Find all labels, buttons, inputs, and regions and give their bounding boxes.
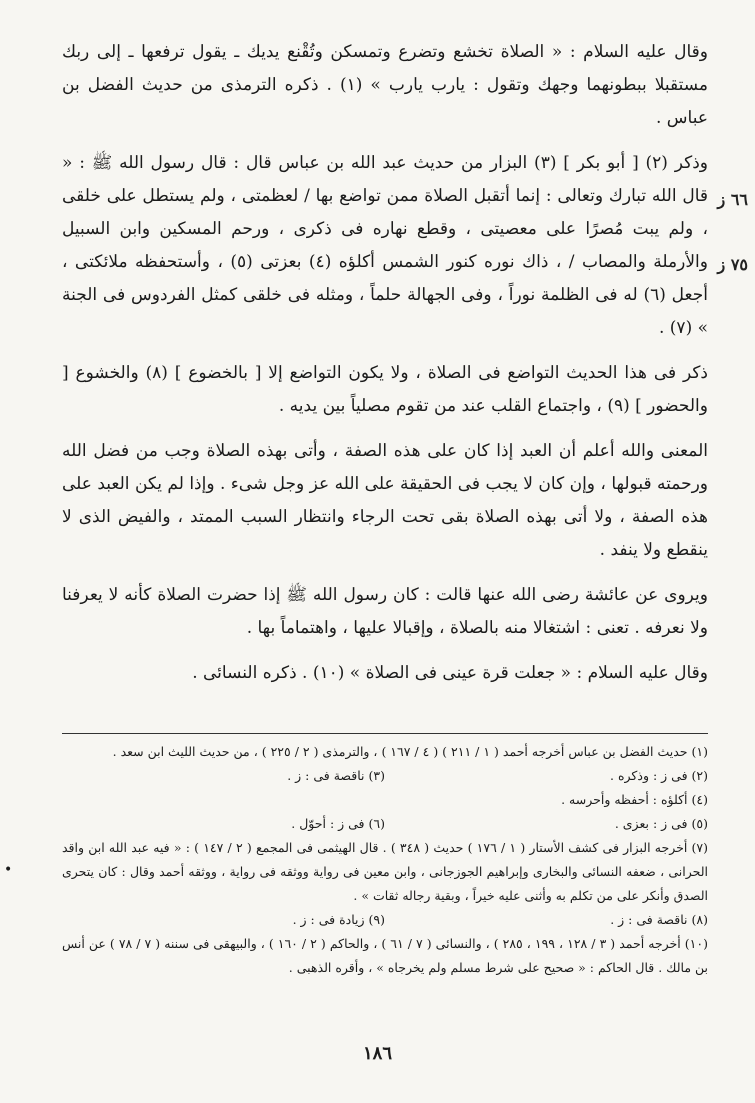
paragraph-6: وقال عليه السلام : « جعلت قرة عينى فى الصلاة » (١٠) . ذكره النسائى . bbox=[192, 663, 708, 683]
footnote-7: (٧) أخرجه البزار فى كشف الأستار ( ١ / ١٧٦ ) حديث ( ٣٤٨ ) . قال الهيثمى فى المجمع ( ٢ / ١٤٧ ) : « فيه عبد الله ابن واقد الحرانى ، ضعفه النسائى والبخارى وإبراهيم الجوزجانى ، وابن معين فى رواية ووثقه فى رواية ، ووثقه أحمد وقال : كان يتحرى الصدق وأنكر على من تكلم به وأثنى عليه خيراً ، وبقية رجاله ثقات » . bbox=[62, 840, 708, 903]
paragraph-5: ويروى عن عائشة رضى الله عنها قالت : كان رسول الله ﷺ إذا حضرت الصلاة كأنه لا يعرفنا ولا نعرفه . تعنى : اشتغالا منه بالصلاة ، وإقبالا عليها ، واهتماماً بها . bbox=[62, 585, 708, 638]
main-text bbox=[62, 36, 708, 702]
paragraph-4: المعنى والله أعلم أن العبد إذا كان على هذه الصفة ، وأتى بهذه الصلاة وجب من فضل الله ورحمته قبولها ، وإن كان لا يجب فى الحقيقة على الله عز وجل شىء . وإذا لم يكن العبد على هذه الصفة ، ولا أتى بهذه الصلاة بقى تحت الرجاء وانتظار السبب الممتد ، والفيض الذى لا ينقطع ولا ينفد . bbox=[62, 441, 708, 560]
footnotes bbox=[62, 740, 708, 980]
margin-note-75: ٧٥ ز bbox=[717, 255, 748, 274]
footnote-separator bbox=[62, 733, 708, 734]
footnote-5: (٥) فى ز : بعزى . bbox=[614, 816, 708, 831]
footnote-2: (٢) فى ز : وذكره . bbox=[610, 768, 708, 783]
footnote-row-8-9 bbox=[62, 908, 708, 932]
footnote-4: (٤) أكلؤه : أحفظه وأحرسه . bbox=[561, 792, 708, 807]
paragraph-1: وقال عليه السلام : « الصلاة تخشع وتضرع وتمسكن وتُقْنع يديك ـ يقول ترفعها ـ إلى ربك مستقبلا ببطونهما وجهك وتقول : يارب يارب » (١) . ذكره الترمذى من حديث الفضل بن عباس . bbox=[62, 42, 708, 128]
margin-note-66: ٦٦ ز bbox=[717, 190, 748, 209]
paragraph-3: ذكر فى هذا الحديث التواضع فى الصلاة ، ولا يكون التواضع إلا [ بالخضوع ] (٨) والخشوع [ والحضور ] (٩) ، واجتماع القلب عند من تقوم مصلياً بين يديه . bbox=[62, 363, 709, 416]
footnote-6: (٦) فى ز : أحوّل . bbox=[291, 816, 385, 831]
footnote-3: (٣) ناقصة فى : ز . bbox=[287, 768, 385, 783]
footnote-10: (١٠) أخرجه أحمد ( ٣ / ١٢٨ ، ١٩٩ ، ٢٨٥ ) ، والنسائى ( ٧ / ٦١ ) ، والحاكم ( ٢ / ١٦٠ ) ، والبيهقى فى سننه ( ٧ / ٧٨ ) عن أنس بن مالك . قال الحاكم : « صحيح على شرط مسلم ولم يخرجاه » ، وأقره الذهبى . bbox=[62, 936, 708, 975]
paragraph-2: وذكر (٢) [ أبو بكر ] (٣) البزار من حديث عبد الله بن عباس قال : قال رسول الله ﷺ : « قال الله تبارك وتعالى : إنما أتقبل الصلاة ممن تواضع بها / لعظمتى ، ولم يستطل على خلقى ، ولم يبت مُصرًا على معصيتى ، وقطع نهاره فى ذكرى ، ورحم المسكين وابن السبيل والأرملة والمصاب / ، ذاك نوره كنور الشمس أكلؤه (٤) بعزتى (٥) ، وأستحفظه ملائكتى ، أجعل (٦) له فى الظلمة نوراً ، وفى الجهالة حلماً ، ومثله فى خلقى كمثل الفردوس فى الجنة » (٧) . bbox=[62, 153, 708, 338]
page-number: ١٨٦ bbox=[362, 1043, 392, 1064]
footnote-row-4 bbox=[62, 788, 708, 812]
footnote-9: (٩) زيادة فى : ز . bbox=[292, 912, 385, 927]
footnote-1: (١) حديث الفضل بن عباس أخرجه أحمد ( ١ / ٢١١ ) ( ٤ / ١٦٧ ) ، والترمذى ( ٢ / ٢٢٥ ) ، من حديث الليث ابن سعد . bbox=[112, 744, 708, 759]
margin-dot: • bbox=[4, 862, 13, 878]
footnote-row-2-3 bbox=[62, 764, 708, 788]
footnote-8: (٨) ناقصة فى : ز . bbox=[610, 912, 708, 927]
footnote-row-5-6 bbox=[62, 812, 708, 836]
